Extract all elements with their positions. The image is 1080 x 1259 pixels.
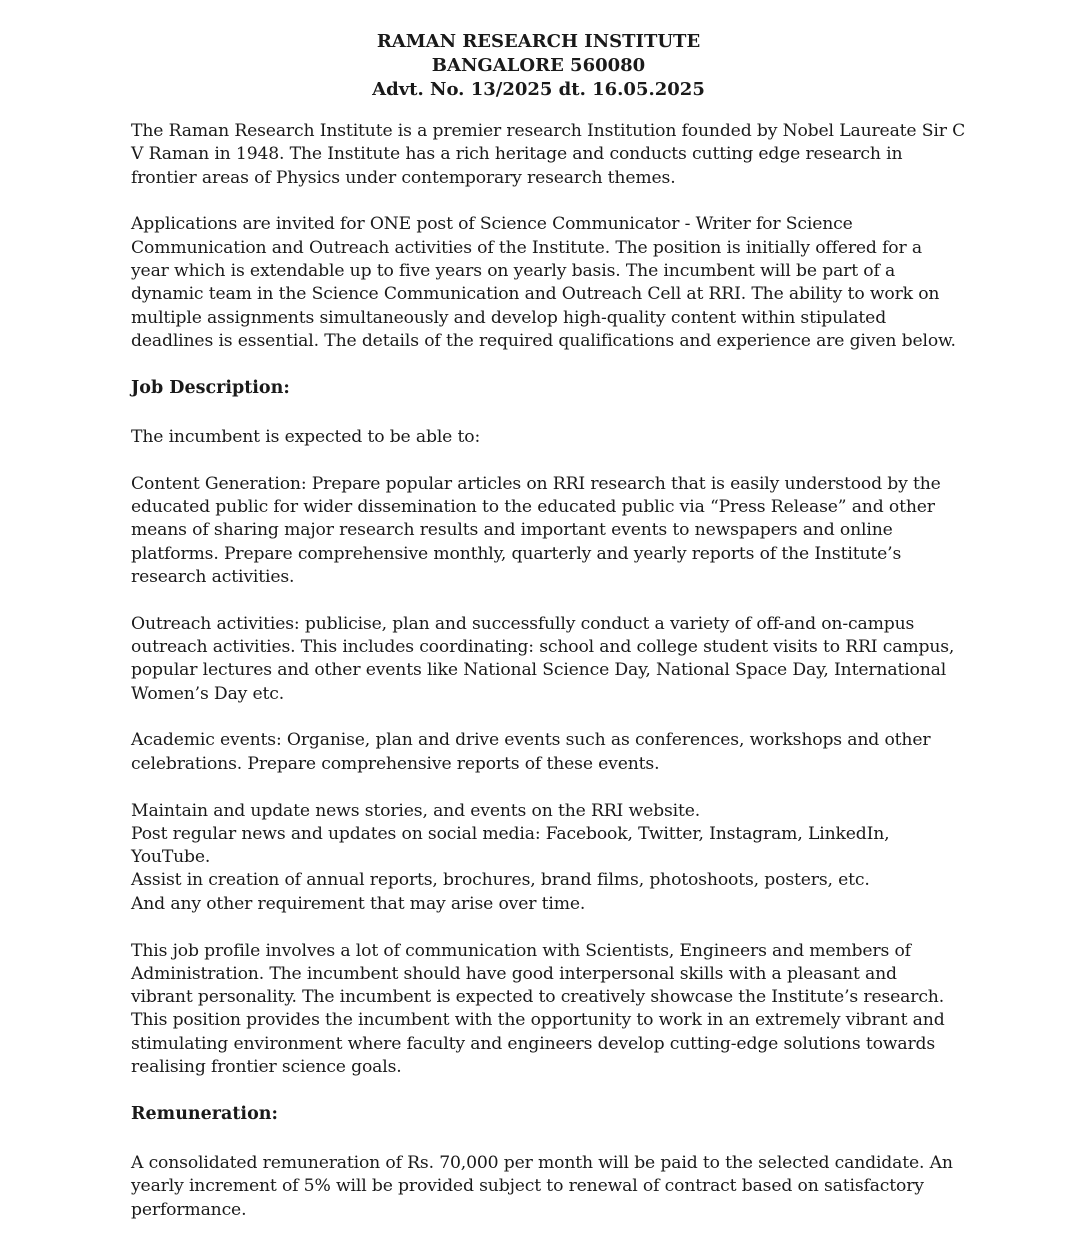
text-line: YouTube. [131, 847, 211, 868]
text-line: V Raman in 1948. The Institute has a rich heritage and conducts cutting edge research in [131, 144, 903, 165]
job-profile-paragraph [131, 940, 946, 1080]
text-line: Administration. The incumbent should have good interpersonal skills with a pleasant and [131, 963, 897, 984]
advertisement-number: Advt. No. 13/2025 dt. 16.05.2025 [372, 79, 705, 100]
text-line: Women’s Day etc. [131, 683, 285, 704]
text-line: Content Generation: Prepare popular articles on RRI research that is easily understood by the [131, 473, 941, 494]
applications-paragraph [131, 213, 956, 353]
content-generation-paragraph [131, 473, 946, 589]
text-line: Outreach activities: publicise, plan and successfully conduct a variety of off-and on-campus [131, 613, 915, 634]
text-line: means of sharing major research results and important events to newspapers and online [131, 520, 893, 541]
remuneration-paragraph [131, 1152, 953, 1222]
text-line: research activities. [131, 566, 295, 587]
text-line: The incumbent is expected to be able to: [131, 426, 481, 447]
intro-paragraph [131, 120, 966, 190]
text-line: year which is extendable up to five years on yearly basis. The incumbent will be part of a [131, 260, 896, 281]
maintain-paragraph [131, 800, 946, 916]
text-line: stimulating environment where faculty and engineers develop cutting-edge solutions towards [131, 1033, 936, 1054]
text-line: multiple assignments simultaneously and develop high-quality content within stipulated [131, 307, 887, 328]
text-line: Communication and Outreach activities of the Institute. The position is initially offered for a [131, 237, 922, 258]
remuneration-heading: Remuneration: [131, 1103, 278, 1124]
text-line: And any other requirement that may arise over time. [131, 893, 586, 914]
text-line: platforms. Prepare comprehensive monthly, quarterly and yearly reports of the Institute’s [131, 543, 902, 564]
text-line: yearly increment of 5% will be provided subject to renewal of contract based on satisfactory [131, 1176, 924, 1197]
outreach-paragraph [131, 613, 955, 706]
job-description-heading: Job Description: [131, 377, 290, 398]
text-line: celebrations. Prepare comprehensive reports of these events. [131, 753, 660, 774]
text-line: frontier areas of Physics under contemporary research themes. [131, 167, 676, 188]
academic-events-paragraph [131, 729, 946, 776]
text-line: popular lectures and other events like National Science Day, National Space Day, International [131, 660, 947, 681]
text-line: deadlines is essential. The details of the required qualifications and experience are given below. [131, 330, 956, 351]
text-line: Applications are invited for ONE post of Science Communicator - Writer for Science [131, 214, 853, 235]
text-line: realising frontier science goals. [131, 1057, 402, 1077]
text-line: educated public for wider dissemination to the educated public via “Press Release” and other [131, 497, 935, 518]
text-line: This job profile involves a lot of communication with Scientists, Engineers and members of [131, 940, 911, 961]
institute-address: BANGALORE 560080 [431, 55, 646, 76]
text-line: This position provides the incumbent with the opportunity to work in an extremely vibrant and [131, 1010, 945, 1031]
text-line: performance. [131, 1199, 247, 1220]
institute-name: RAMAN RESEARCH INSTITUTE [376, 31, 701, 52]
text-line: Assist in creation of annual reports, brochures, brand films, photoshoots, posters, etc. [131, 870, 870, 891]
text-line: Post regular news and updates on social media: Facebook, Twitter, Instagram, LinkedIn, [131, 823, 890, 844]
document-header [131, 30, 946, 102]
text-line: The Raman Research Institute is a premier research Institution founded by Nobel Laureate Sir C [131, 121, 966, 141]
job-description-lead [131, 426, 946, 449]
text-line: dynamic team in the Science Communication and Outreach Cell at RRI. The ability to work on [131, 284, 940, 305]
text-line: A consolidated remuneration of Rs. 70,000 per month will be paid to the selected candidate. An [131, 1153, 953, 1174]
text-line: outreach activities. This includes coordinating: school and college student visits to RRI campus, [131, 637, 955, 658]
text-line: Maintain and update news stories, and events on the RRI website. [131, 800, 701, 821]
text-line: vibrant personality. The incumbent is expected to creatively showcase the Institute’s research. [131, 987, 945, 1008]
text-line: Academic events: Organise, plan and drive events such as conferences, workshops and other [131, 730, 931, 751]
